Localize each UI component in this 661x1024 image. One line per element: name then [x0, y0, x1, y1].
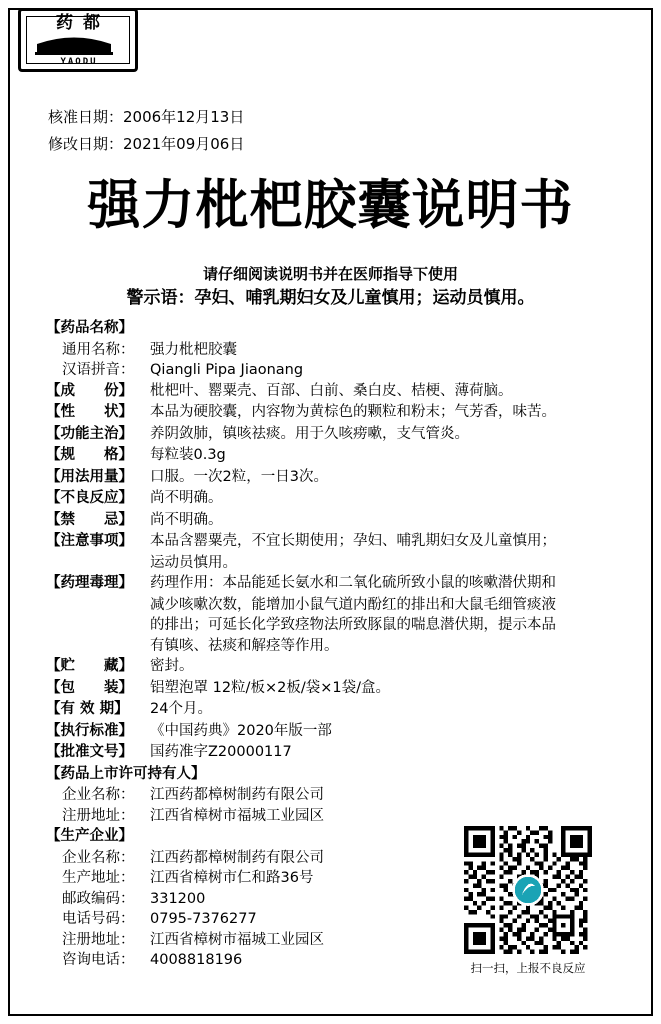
- pinyin-value: Qiangli Pipa Jiaonang: [150, 362, 304, 378]
- section-character: [46, 402, 626, 423]
- logo-top-text: 药都: [56, 13, 110, 33]
- page-title: 强力枇杷胶囊说明书: [87, 175, 574, 236]
- pharmacology-label: 【药理毒理】: [46, 575, 133, 591]
- section-pharmacology: [46, 573, 626, 594]
- manufacturer-label: 【生产企业】: [46, 828, 133, 844]
- character-label: 【性 状】: [46, 404, 133, 420]
- mah-address-key: 注册地址：: [62, 807, 135, 824]
- pharmacology-value: 药理作用：本品能延长氨水和二氧化硫所致小鼠的咳嗽潜伏期和: [150, 575, 556, 591]
- qr-code-block: [460, 826, 596, 976]
- service-phone-value: 4008818196: [150, 952, 243, 968]
- precautions-value-line2: 运动员慎用。: [150, 554, 237, 571]
- package-label: 【包 装】: [46, 679, 133, 696]
- section-package: [46, 678, 626, 699]
- functions-label: 【功能主治】: [46, 425, 133, 442]
- reg-address-key: 注册地址：: [62, 931, 135, 948]
- section-approval-number: [46, 742, 626, 763]
- approval-value: 国药准字Z20000117: [150, 744, 292, 760]
- validity-label: 【有 效 期】: [46, 701, 129, 717]
- service-phone-key: 咨询电话：: [62, 952, 135, 968]
- logo-bottom-text: YAODU: [60, 57, 98, 67]
- revision-date: 修改日期：2021年09月06日: [48, 135, 245, 153]
- section-adverse: [46, 488, 626, 509]
- standard-value: 《中国药典》2020年版一部: [150, 722, 332, 739]
- mfr-company-key: 企业名称：: [62, 849, 135, 866]
- generic-name-row: [62, 340, 626, 361]
- pinyin-row: [62, 360, 626, 381]
- approval-date: 核准日期：2006年12月13日: [48, 108, 245, 126]
- qr-caption: 扫一扫，上报不良反应: [470, 961, 586, 975]
- character-value: 本品为硬胶囊，内容物为黄棕色的颗粒和粉末；气芳香，味苦。: [150, 404, 556, 420]
- pharmacology-value-line2: 减少咳嗽次数，能增加小鼠气道内酚红的排出和大鼠毛细管痰液: [150, 596, 556, 613]
- generic-name-key: 通用名称：: [62, 341, 135, 358]
- validity-value: 24个月。: [150, 701, 212, 717]
- mfr-company-value: 江西药都樟树制药有限公司: [150, 849, 324, 866]
- phone-value: 0795-7376277: [150, 911, 257, 927]
- mah-address-value: 江西省樟树市福城工业园区: [150, 807, 324, 824]
- section-mah: [46, 764, 626, 785]
- reg-address-value: 江西省樟树市福城工业园区: [150, 931, 324, 948]
- package-value: 铝塑泡罩 12粒/板×2板/袋×1袋/盒。: [150, 679, 390, 696]
- mah-address-row: [62, 806, 626, 827]
- functions-value: 养阴敛肺，镇咳祛痰。用于久咳痨嗽，支气管炎。: [150, 425, 469, 442]
- postcode-key: 邮政编码：: [62, 890, 135, 907]
- pinyin-key: 汉语拼音：: [62, 362, 135, 378]
- precautions-label: 【注意事项】: [46, 533, 133, 549]
- phone-key: 电话号码：: [62, 911, 135, 927]
- mfr-address-key: 生产地址：: [62, 870, 135, 886]
- standard-label: 【执行标准】: [46, 722, 133, 739]
- spec-label: 【规 格】: [46, 447, 133, 463]
- ingredients-label: 【成 份】: [46, 382, 133, 399]
- section-specification: [46, 445, 626, 466]
- ingredients-value: 枇杷叶、罂粟壳、百部、白前、桑白皮、桔梗、薄荷脑。: [150, 382, 513, 399]
- section-standard: [46, 721, 626, 742]
- pharmacology-value-line4: 有镇咳、祛痰和解痉等作用。: [150, 637, 339, 654]
- mah-company-value: 江西药都樟树制药有限公司: [150, 787, 324, 803]
- logo-arch-icon: [35, 35, 113, 55]
- mah-company-key: 企业名称：: [62, 787, 135, 803]
- adverse-value: 尚不明确。: [150, 490, 223, 506]
- spec-value: 每粒装0.3g: [150, 447, 226, 463]
- adverse-label: 【不良反应】: [46, 490, 133, 506]
- usage-label: 【用法用量】: [46, 468, 133, 485]
- section-storage: [46, 656, 626, 677]
- approval-dates: [48, 104, 244, 158]
- section-precautions: [46, 531, 626, 552]
- mfr-address-value: 江西省樟树市仁和路36号: [150, 870, 314, 886]
- storage-value: 密封。: [150, 658, 194, 674]
- postcode-value: 331200: [150, 890, 206, 907]
- contra-value: 尚不明确。: [150, 511, 223, 528]
- section-ingredients: [46, 381, 626, 402]
- generic-name-value: 强力枇杷胶囊: [150, 341, 237, 358]
- mah-label: 【药品上市许可持有人】: [46, 765, 206, 782]
- precautions-value: 本品含罂粟壳，不宜长期使用；孕妇、哺乳期妇女及儿童慎用；: [150, 533, 556, 549]
- approval-label: 【批准文号】: [46, 744, 133, 760]
- section-functions: [46, 424, 626, 445]
- section-contraindication: [46, 510, 626, 531]
- brand-logo: [18, 8, 138, 76]
- section-usage: [46, 467, 626, 488]
- warning-text: 警示语：孕妇、哺乳期妇女及儿童慎用；运动员慎用。: [126, 288, 535, 308]
- section-drug-name: [46, 318, 626, 339]
- pharmacology-value-line3: 的排出；可延长化学致痉物法所致豚鼠的喘息潜伏期，提示本品: [150, 617, 556, 633]
- contra-label: 【禁 忌】: [46, 511, 133, 528]
- usage-value: 口服。一次2粒，一日3次。: [150, 468, 328, 485]
- mah-company-row: [62, 785, 626, 806]
- drug-name-label: 【药品名称】: [46, 320, 133, 336]
- storage-label: 【贮 藏】: [46, 658, 133, 674]
- read-notice: 请仔细阅读说明书并在医师指导下使用: [202, 265, 458, 283]
- logo-box: [18, 8, 138, 72]
- section-validity: [46, 699, 626, 720]
- qr-code-icon[interactable]: [464, 826, 592, 954]
